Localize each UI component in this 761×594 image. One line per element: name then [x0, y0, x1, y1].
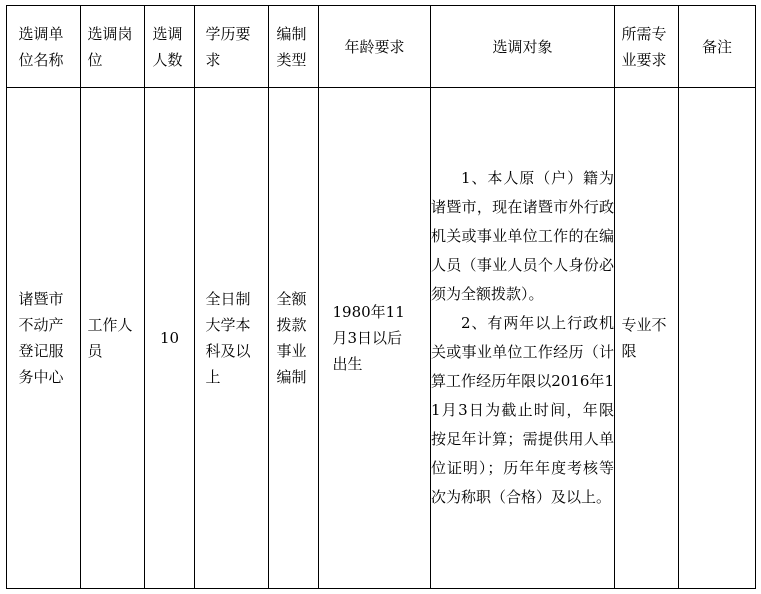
- cell-count: 10: [145, 88, 195, 589]
- cell-staffing: 全额拨款事业编制: [269, 88, 319, 589]
- table-row: [7, 88, 756, 589]
- header-education: 学历要求: [195, 6, 269, 88]
- cell-remarks: [679, 88, 756, 589]
- header-unit: 选调单位名称: [7, 6, 81, 88]
- cell-target: [431, 88, 615, 589]
- header-count: 选调人数: [145, 6, 195, 88]
- header-target: 选调对象: [431, 6, 615, 88]
- header-age: 年龄要求: [319, 6, 431, 88]
- cell-education: 全日制大学本科及以上: [195, 88, 269, 589]
- header-staffing: 编制类型: [269, 6, 319, 88]
- header-position: 选调岗位: [81, 6, 145, 88]
- cell-major: 专业不限: [615, 88, 679, 589]
- header-row: [7, 6, 756, 88]
- header-remarks: 备注: [679, 6, 756, 88]
- target-paragraph-2: 2、有两年以上行政机关或事业单位工作经历（计算工作经历年限以2016年11月3日为截止时间，年限按足年计算；需提供用人单位证明）；历年年度考核等次为称职（合格）及以上。: [431, 314, 614, 506]
- recruitment-table: [6, 5, 756, 589]
- cell-unit: 诸暨市不动产登记服务中心: [7, 88, 81, 589]
- cell-position: 工作人员: [81, 88, 145, 589]
- target-paragraph-1: 1、本人原（户）籍为诸暨市，现在诸暨市外行政机关或事业单位工作的在编人员（事业人员个人身份必须为全额拨款）。: [431, 169, 614, 303]
- header-major: 所需专业要求: [615, 6, 679, 88]
- cell-age: 1980年11月3日以后出生: [319, 88, 431, 589]
